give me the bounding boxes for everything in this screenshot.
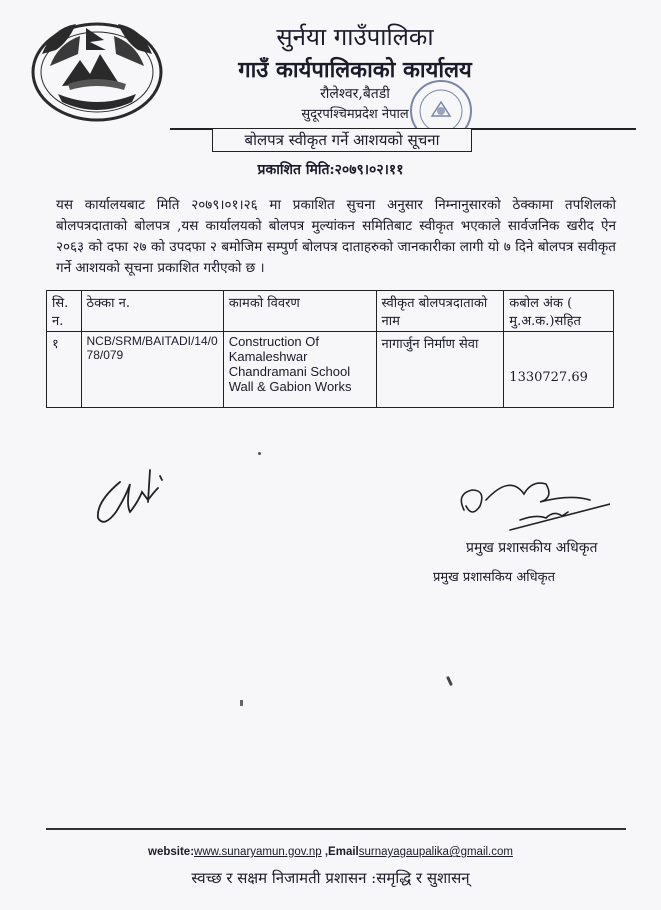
speck-mark bbox=[240, 700, 243, 706]
speck-mark bbox=[258, 452, 261, 455]
office-province: सुदूरपश्चिमप्रदेश नेपाल bbox=[301, 107, 409, 122]
signatory-stamp-designation: प्रमुख प्रशासकिय अधिकृत bbox=[433, 570, 556, 585]
office-location: रौलेश्वर,बैतडी bbox=[320, 86, 390, 102]
cell-contract-no: NCB/SRM/BAITADI/14/078/079 bbox=[81, 332, 223, 408]
cell-amount: 1330727.69 bbox=[504, 332, 614, 408]
header-contract-no: ठेक्का न. bbox=[81, 291, 223, 332]
table-header-row bbox=[47, 291, 614, 332]
website-label: website: bbox=[148, 846, 195, 858]
email-link[interactable]: surnayagaupalika@gmail.com bbox=[358, 846, 513, 858]
signature-right-icon bbox=[450, 460, 610, 540]
signatory-designation: प्रमुख प्रशासकीय अधिकृत bbox=[466, 540, 598, 556]
tender-table bbox=[46, 290, 614, 408]
email-label: ,Email bbox=[321, 846, 359, 858]
website-link[interactable]: www.sunaryamun.gov.np bbox=[194, 846, 322, 858]
notice-body: यस कार्यालयबाट मिति २०७९।०१।२६ मा प्रकाशित सुचना अनुसार निम्नानुसारको ठेक्कामा तपशिलको बोलपत्रदाताको बोलपत्र ,यस कार्यालयको बोलपत्र मुल्यांकन समितिबाट स्वीकृत भएकाले सार्वजनिक खरीद ऐन २०६३ को दफा २७ को उपदफा २ बमोजिम सम्पुर्ण बोलपत्र दाताहरुको जानकारीका लागी यो ७ दिने बोलपत्र सवीकृत गर्ने आशयको सूचना प्रकाशित गरीएको छ । bbox=[56, 197, 616, 276]
cell-serial: १ bbox=[47, 332, 82, 408]
signature-left-icon bbox=[86, 462, 178, 532]
header-serial: सि. न. bbox=[47, 291, 82, 332]
header-bidder: स्वीकृत बोलपत्रदाताको नाम bbox=[376, 291, 504, 332]
cell-description: Construction Of Kamaleshwar Chandramani School Wall & Gabion Works bbox=[223, 332, 376, 408]
table-row bbox=[47, 332, 614, 408]
header-description: कामको विवरण bbox=[223, 291, 376, 332]
published-date: प्रकाशित मिति:२०७९।०२।११ bbox=[257, 162, 404, 178]
speck-mark bbox=[446, 676, 453, 686]
office-name: गाउँ कार्यपालिकाको कार्यालय bbox=[238, 57, 472, 83]
footer-divider bbox=[46, 828, 626, 830]
header-amount: कबोल अंक ( मु.अ.क.)सहित bbox=[504, 291, 614, 332]
footer-slogan: स्वच्छ र सक्षम निजामती प्रशासन :समृद्धि र सुशासन् bbox=[191, 869, 470, 887]
cell-bidder: नागार्जुन निर्माण सेवा bbox=[376, 332, 504, 408]
notice-title: बोलपत्र स्वीकृत गर्ने आशयको सूचना bbox=[212, 128, 472, 152]
footer-contact bbox=[0, 846, 661, 858]
municipality-name: सुर्नया गाउँपालिका bbox=[276, 23, 434, 51]
